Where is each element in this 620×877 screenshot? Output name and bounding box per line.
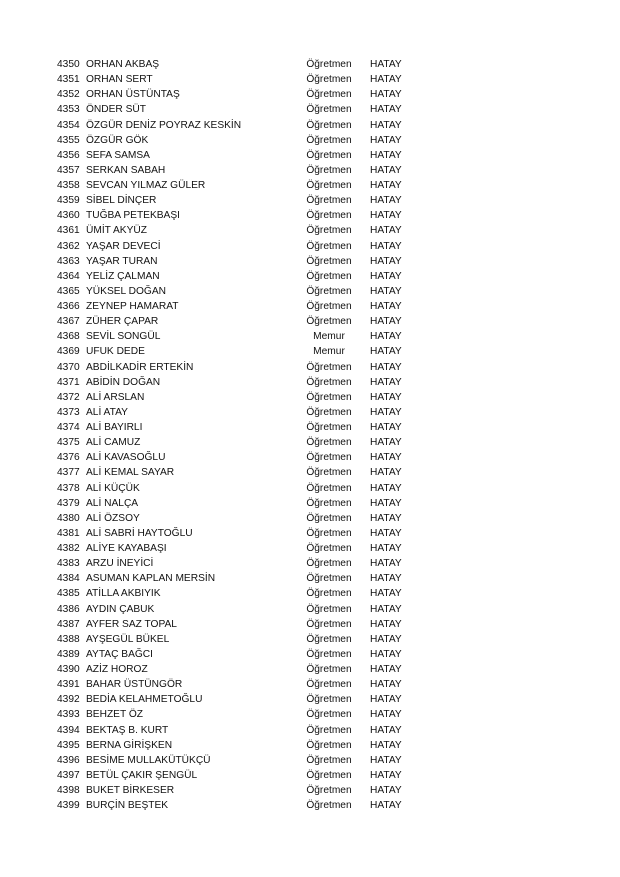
person-city: HATAY: [370, 694, 402, 706]
person-city: HATAY: [370, 149, 402, 161]
list-row: [0, 435, 620, 450]
person-name: ORHAN AKBAŞ: [86, 59, 160, 70]
person-name: UFUK DEDE: [86, 346, 145, 358]
person-role: Öğretmen: [306, 376, 352, 388]
person-city: HATAY: [370, 543, 402, 554]
row-number: 4391: [57, 679, 80, 691]
person-city: HATAY: [370, 739, 402, 751]
person-name: BETÜL ÇAKIR ŞENGÜL: [86, 769, 198, 781]
row-number: 4350: [57, 59, 80, 70]
person-role: Öğretmen: [306, 709, 352, 721]
person-name: ÖZGÜR DENİZ POYRAZ KESKİN: [86, 119, 242, 131]
person-name: BEDİA KELAHMETOĞLU: [86, 694, 203, 706]
person-city: HATAY: [370, 558, 402, 570]
person-role: Öğretmen: [306, 633, 352, 645]
list-row: [0, 420, 620, 435]
row-number: 4379: [57, 497, 80, 509]
person-city: HATAY: [370, 74, 402, 86]
person-name: AZİZ HOROZ: [86, 664, 148, 675]
person-city: HATAY: [370, 301, 402, 312]
person-city: HATAY: [370, 134, 402, 146]
person-role: Öğretmen: [306, 452, 352, 464]
person-role: Öğretmen: [306, 467, 352, 479]
person-name: ALİ ATAY: [86, 406, 128, 418]
row-number: 4354: [57, 119, 80, 131]
row-number: 4390: [57, 664, 80, 675]
person-city: HATAY: [370, 800, 402, 812]
person-role: Öğretmen: [306, 512, 352, 524]
person-name: ÖNDER SÜT: [86, 104, 146, 116]
row-number: 4377: [57, 467, 80, 479]
person-name: BAHAR ÜSTÜNGÖR: [86, 679, 183, 691]
person-role: Öğretmen: [306, 164, 352, 176]
list-row: [0, 118, 620, 133]
person-role: Öğretmen: [306, 391, 352, 403]
row-number: 4396: [57, 754, 80, 766]
row-number: 4370: [57, 361, 80, 373]
list-row: [0, 707, 620, 722]
person-name: SEVİL SONGÜL: [86, 331, 161, 343]
person-city: HATAY: [370, 376, 402, 388]
person-name: BERNA GİRİŞKEN: [86, 739, 173, 751]
person-name: AYFER SAZ TOPAL: [86, 618, 177, 630]
list-row: [0, 163, 620, 178]
person-name: AYTAÇ BAĞCI: [86, 648, 153, 660]
person-name: ZÜHER ÇAPAR: [86, 316, 159, 328]
list-row: [0, 602, 620, 617]
person-role: Öğretmen: [306, 785, 352, 796]
row-number: 4356: [57, 149, 80, 161]
person-city: HATAY: [370, 664, 402, 675]
list-row: [0, 586, 620, 601]
person-role: Öğretmen: [306, 769, 352, 781]
person-name: ALİ KÜÇÜK: [86, 482, 140, 494]
list-row: [0, 208, 620, 223]
row-number: 4381: [57, 527, 80, 539]
row-number: 4384: [57, 573, 80, 585]
person-city: HATAY: [370, 391, 402, 403]
list-row: [0, 526, 620, 541]
person-name: ÜMİT AKYÜZ: [86, 225, 147, 237]
person-city: HATAY: [370, 573, 402, 585]
person-name: ARZU İNEYİCİ: [86, 558, 154, 570]
row-number: 4364: [57, 270, 80, 282]
person-city: HATAY: [370, 452, 402, 464]
person-city: HATAY: [370, 285, 402, 297]
row-number: 4355: [57, 134, 80, 146]
person-name: ALİYE KAYABAŞI: [86, 543, 167, 554]
list-row: [0, 314, 620, 329]
person-name: ALİ BAYIRLI: [86, 422, 143, 433]
list-row: [0, 677, 620, 692]
person-role: Öğretmen: [306, 679, 352, 691]
list-row: [0, 193, 620, 208]
person-name: SEVCAN YILMAZ GÜLER: [86, 180, 206, 191]
row-number: 4388: [57, 633, 80, 645]
row-number: 4367: [57, 316, 80, 328]
person-city: HATAY: [370, 210, 402, 222]
person-role: Öğretmen: [306, 800, 352, 812]
person-city: HATAY: [370, 618, 402, 630]
list-row: [0, 723, 620, 738]
person-city: HATAY: [370, 346, 402, 358]
list-row: [0, 299, 620, 314]
row-number: 4363: [57, 255, 80, 267]
person-name: AYŞEGÜL BÜKEL: [86, 633, 170, 645]
person-city: HATAY: [370, 361, 402, 373]
list-row: [0, 738, 620, 753]
list-row: [0, 662, 620, 677]
person-name: ATİLLA AKBIYIK: [86, 588, 161, 600]
person-role: Öğretmen: [306, 724, 352, 736]
row-number: 4387: [57, 618, 80, 630]
row-number: 4395: [57, 739, 80, 751]
row-number: 4389: [57, 648, 80, 660]
list-row: [0, 571, 620, 586]
person-role: Öğretmen: [306, 149, 352, 161]
person-name: ABDİLKADİR ERTEKİN: [86, 361, 194, 373]
person-city: HATAY: [370, 769, 402, 781]
person-role: Öğretmen: [306, 301, 352, 312]
person-role: Öğretmen: [306, 180, 352, 191]
person-role: Öğretmen: [306, 270, 352, 282]
row-number: 4386: [57, 603, 80, 615]
list-row: [0, 57, 620, 72]
row-number: 4357: [57, 164, 80, 176]
list-row: [0, 405, 620, 420]
person-role: Öğretmen: [306, 664, 352, 675]
row-number: 4393: [57, 709, 80, 721]
list-row: [0, 329, 620, 344]
list-row: [0, 375, 620, 390]
person-name: ABİDİN DOĞAN: [86, 376, 161, 388]
person-city: HATAY: [370, 89, 402, 101]
list-row: [0, 692, 620, 707]
person-city: HATAY: [370, 316, 402, 328]
person-city: HATAY: [370, 225, 402, 237]
person-role: Öğretmen: [306, 754, 352, 766]
person-city: HATAY: [370, 724, 402, 736]
list-row: [0, 632, 620, 647]
person-city: HATAY: [370, 104, 402, 116]
person-city: HATAY: [370, 195, 402, 207]
person-name: YELİZ ÇALMAN: [86, 270, 160, 282]
list-row: [0, 556, 620, 571]
list-row: [0, 87, 620, 102]
person-role: Öğretmen: [306, 588, 352, 600]
person-role: Memur: [313, 331, 345, 343]
person-city: HATAY: [370, 437, 402, 449]
person-name: ALİ CAMUZ: [86, 437, 141, 449]
row-number: 4362: [57, 240, 80, 252]
list-row: [0, 647, 620, 662]
row-number: 4369: [57, 346, 80, 358]
row-number: 4365: [57, 285, 80, 297]
person-name: ALİ NALÇA: [86, 497, 139, 509]
person-city: HATAY: [370, 482, 402, 494]
person-role: Öğretmen: [306, 210, 352, 222]
person-role: Öğretmen: [306, 225, 352, 237]
list-row: [0, 102, 620, 117]
list-row: [0, 617, 620, 632]
person-role: Öğretmen: [306, 482, 352, 494]
list-row: [0, 269, 620, 284]
list-row: [0, 481, 620, 496]
person-role: Öğretmen: [306, 134, 352, 146]
person-role: Öğretmen: [306, 618, 352, 630]
list-row: [0, 344, 620, 359]
person-role: Öğretmen: [306, 603, 352, 615]
person-city: HATAY: [370, 164, 402, 176]
person-city: HATAY: [370, 119, 402, 131]
person-name: BUKET BİRKESER: [86, 785, 175, 796]
person-city: HATAY: [370, 679, 402, 691]
person-role: Öğretmen: [306, 527, 352, 539]
person-name: YAŞAR TURAN: [86, 255, 158, 267]
person-name: SERKAN SABAH: [86, 164, 166, 176]
row-number: 4378: [57, 482, 80, 494]
person-role: Öğretmen: [306, 74, 352, 86]
person-city: HATAY: [370, 633, 402, 645]
person-role: Öğretmen: [306, 573, 352, 585]
person-city: HATAY: [370, 603, 402, 615]
list-row: [0, 239, 620, 254]
person-role: Öğretmen: [306, 240, 352, 252]
person-name: AYDIN ÇABUK: [86, 603, 155, 615]
person-role: Öğretmen: [306, 59, 352, 70]
row-number: 4351: [57, 74, 80, 86]
person-city: HATAY: [370, 588, 402, 600]
person-name: BURÇİN BEŞTEK: [86, 800, 169, 812]
person-city: HATAY: [370, 59, 402, 70]
list-row: [0, 511, 620, 526]
row-number: 4382: [57, 543, 80, 554]
person-city: HATAY: [370, 512, 402, 524]
list-row: [0, 360, 620, 375]
row-number: 4358: [57, 180, 80, 191]
person-role: Öğretmen: [306, 285, 352, 297]
person-city: HATAY: [370, 270, 402, 282]
row-number: 4392: [57, 694, 80, 706]
list-row: [0, 768, 620, 783]
person-name: ALİ SABRİ HAYTOĞLU: [86, 527, 193, 539]
row-number: 4399: [57, 800, 80, 812]
row-number: 4371: [57, 376, 80, 388]
person-name: BESİME MULLAKÜTÜKÇÜ: [86, 754, 211, 766]
person-role: Öğretmen: [306, 406, 352, 418]
person-role: Öğretmen: [306, 89, 352, 101]
person-city: HATAY: [370, 331, 402, 343]
list-row: [0, 798, 620, 813]
row-number: 4397: [57, 769, 80, 781]
person-city: HATAY: [370, 180, 402, 191]
person-role: Öğretmen: [306, 739, 352, 751]
person-name: ASUMAN KAPLAN MERSİN: [86, 573, 216, 585]
list-row: [0, 148, 620, 163]
person-city: HATAY: [370, 255, 402, 267]
person-name: SİBEL DİNÇER: [86, 195, 157, 207]
list-row: [0, 753, 620, 768]
person-role: Öğretmen: [306, 316, 352, 328]
person-name: TUĞBA PETEKBAŞI: [86, 210, 180, 222]
person-role: Öğretmen: [306, 119, 352, 131]
list-row: [0, 254, 620, 269]
list-row: [0, 178, 620, 193]
row-number: 4374: [57, 422, 80, 433]
person-name: YÜKSEL DOĞAN: [86, 285, 167, 297]
person-role: Öğretmen: [306, 255, 352, 267]
person-name: ALİ KEMAL SAYAR: [86, 467, 175, 479]
person-role: Öğretmen: [306, 543, 352, 554]
person-city: HATAY: [370, 497, 402, 509]
person-name: ORHAN ÜSTÜNTAŞ: [86, 89, 180, 101]
person-city: HATAY: [370, 422, 402, 433]
person-role: Öğretmen: [306, 558, 352, 570]
person-city: HATAY: [370, 467, 402, 479]
person-role: Öğretmen: [306, 437, 352, 449]
person-role: Öğretmen: [306, 422, 352, 433]
row-number: 4398: [57, 785, 80, 796]
list-row: [0, 783, 620, 798]
person-name: BEHZET ÖZ: [86, 709, 143, 721]
row-number: 4383: [57, 558, 80, 570]
person-city: HATAY: [370, 648, 402, 660]
list-row: [0, 72, 620, 87]
person-name: ORHAN SERT: [86, 74, 153, 86]
person-city: HATAY: [370, 709, 402, 721]
row-number: 4359: [57, 195, 80, 207]
row-number: 4352: [57, 89, 80, 101]
list-row: [0, 496, 620, 511]
person-role: Öğretmen: [306, 694, 352, 706]
row-number: 4360: [57, 210, 80, 222]
person-name: YAŞAR DEVECİ: [86, 240, 161, 252]
person-name: SEFA SAMSA: [86, 149, 150, 161]
row-number: 4361: [57, 225, 80, 237]
list-row: [0, 541, 620, 556]
person-role: Öğretmen: [306, 648, 352, 660]
row-number: 4353: [57, 104, 80, 116]
person-city: HATAY: [370, 754, 402, 766]
row-number: 4366: [57, 301, 80, 312]
row-number: 4376: [57, 452, 80, 464]
list-row: [0, 450, 620, 465]
person-role: Memur: [313, 346, 345, 358]
person-name: ALİ ARSLAN: [86, 391, 145, 403]
person-role: Öğretmen: [306, 361, 352, 373]
row-number: 4394: [57, 724, 80, 736]
person-city: HATAY: [370, 785, 402, 796]
list-row: [0, 223, 620, 238]
person-role: Öğretmen: [306, 195, 352, 207]
person-name: ÖZGÜR GÖK: [86, 134, 149, 146]
row-number: 4368: [57, 331, 80, 343]
row-number: 4375: [57, 437, 80, 449]
list-row: [0, 133, 620, 148]
row-number: 4372: [57, 391, 80, 403]
list-row: [0, 390, 620, 405]
person-name: ZEYNEP HAMARAT: [86, 301, 179, 312]
personnel-list: [0, 57, 620, 813]
person-role: Öğretmen: [306, 497, 352, 509]
list-row: [0, 465, 620, 480]
person-city: HATAY: [370, 406, 402, 418]
person-role: Öğretmen: [306, 104, 352, 116]
row-number: 4380: [57, 512, 80, 524]
row-number: 4373: [57, 406, 80, 418]
person-name: BEKTAŞ B. KURT: [86, 724, 169, 736]
row-number: 4385: [57, 588, 80, 600]
person-city: HATAY: [370, 240, 402, 252]
person-name: ALİ ÖZSOY: [86, 512, 140, 524]
person-city: HATAY: [370, 527, 402, 539]
list-row: [0, 284, 620, 299]
person-name: ALİ KAVASOĞLU: [86, 452, 166, 464]
